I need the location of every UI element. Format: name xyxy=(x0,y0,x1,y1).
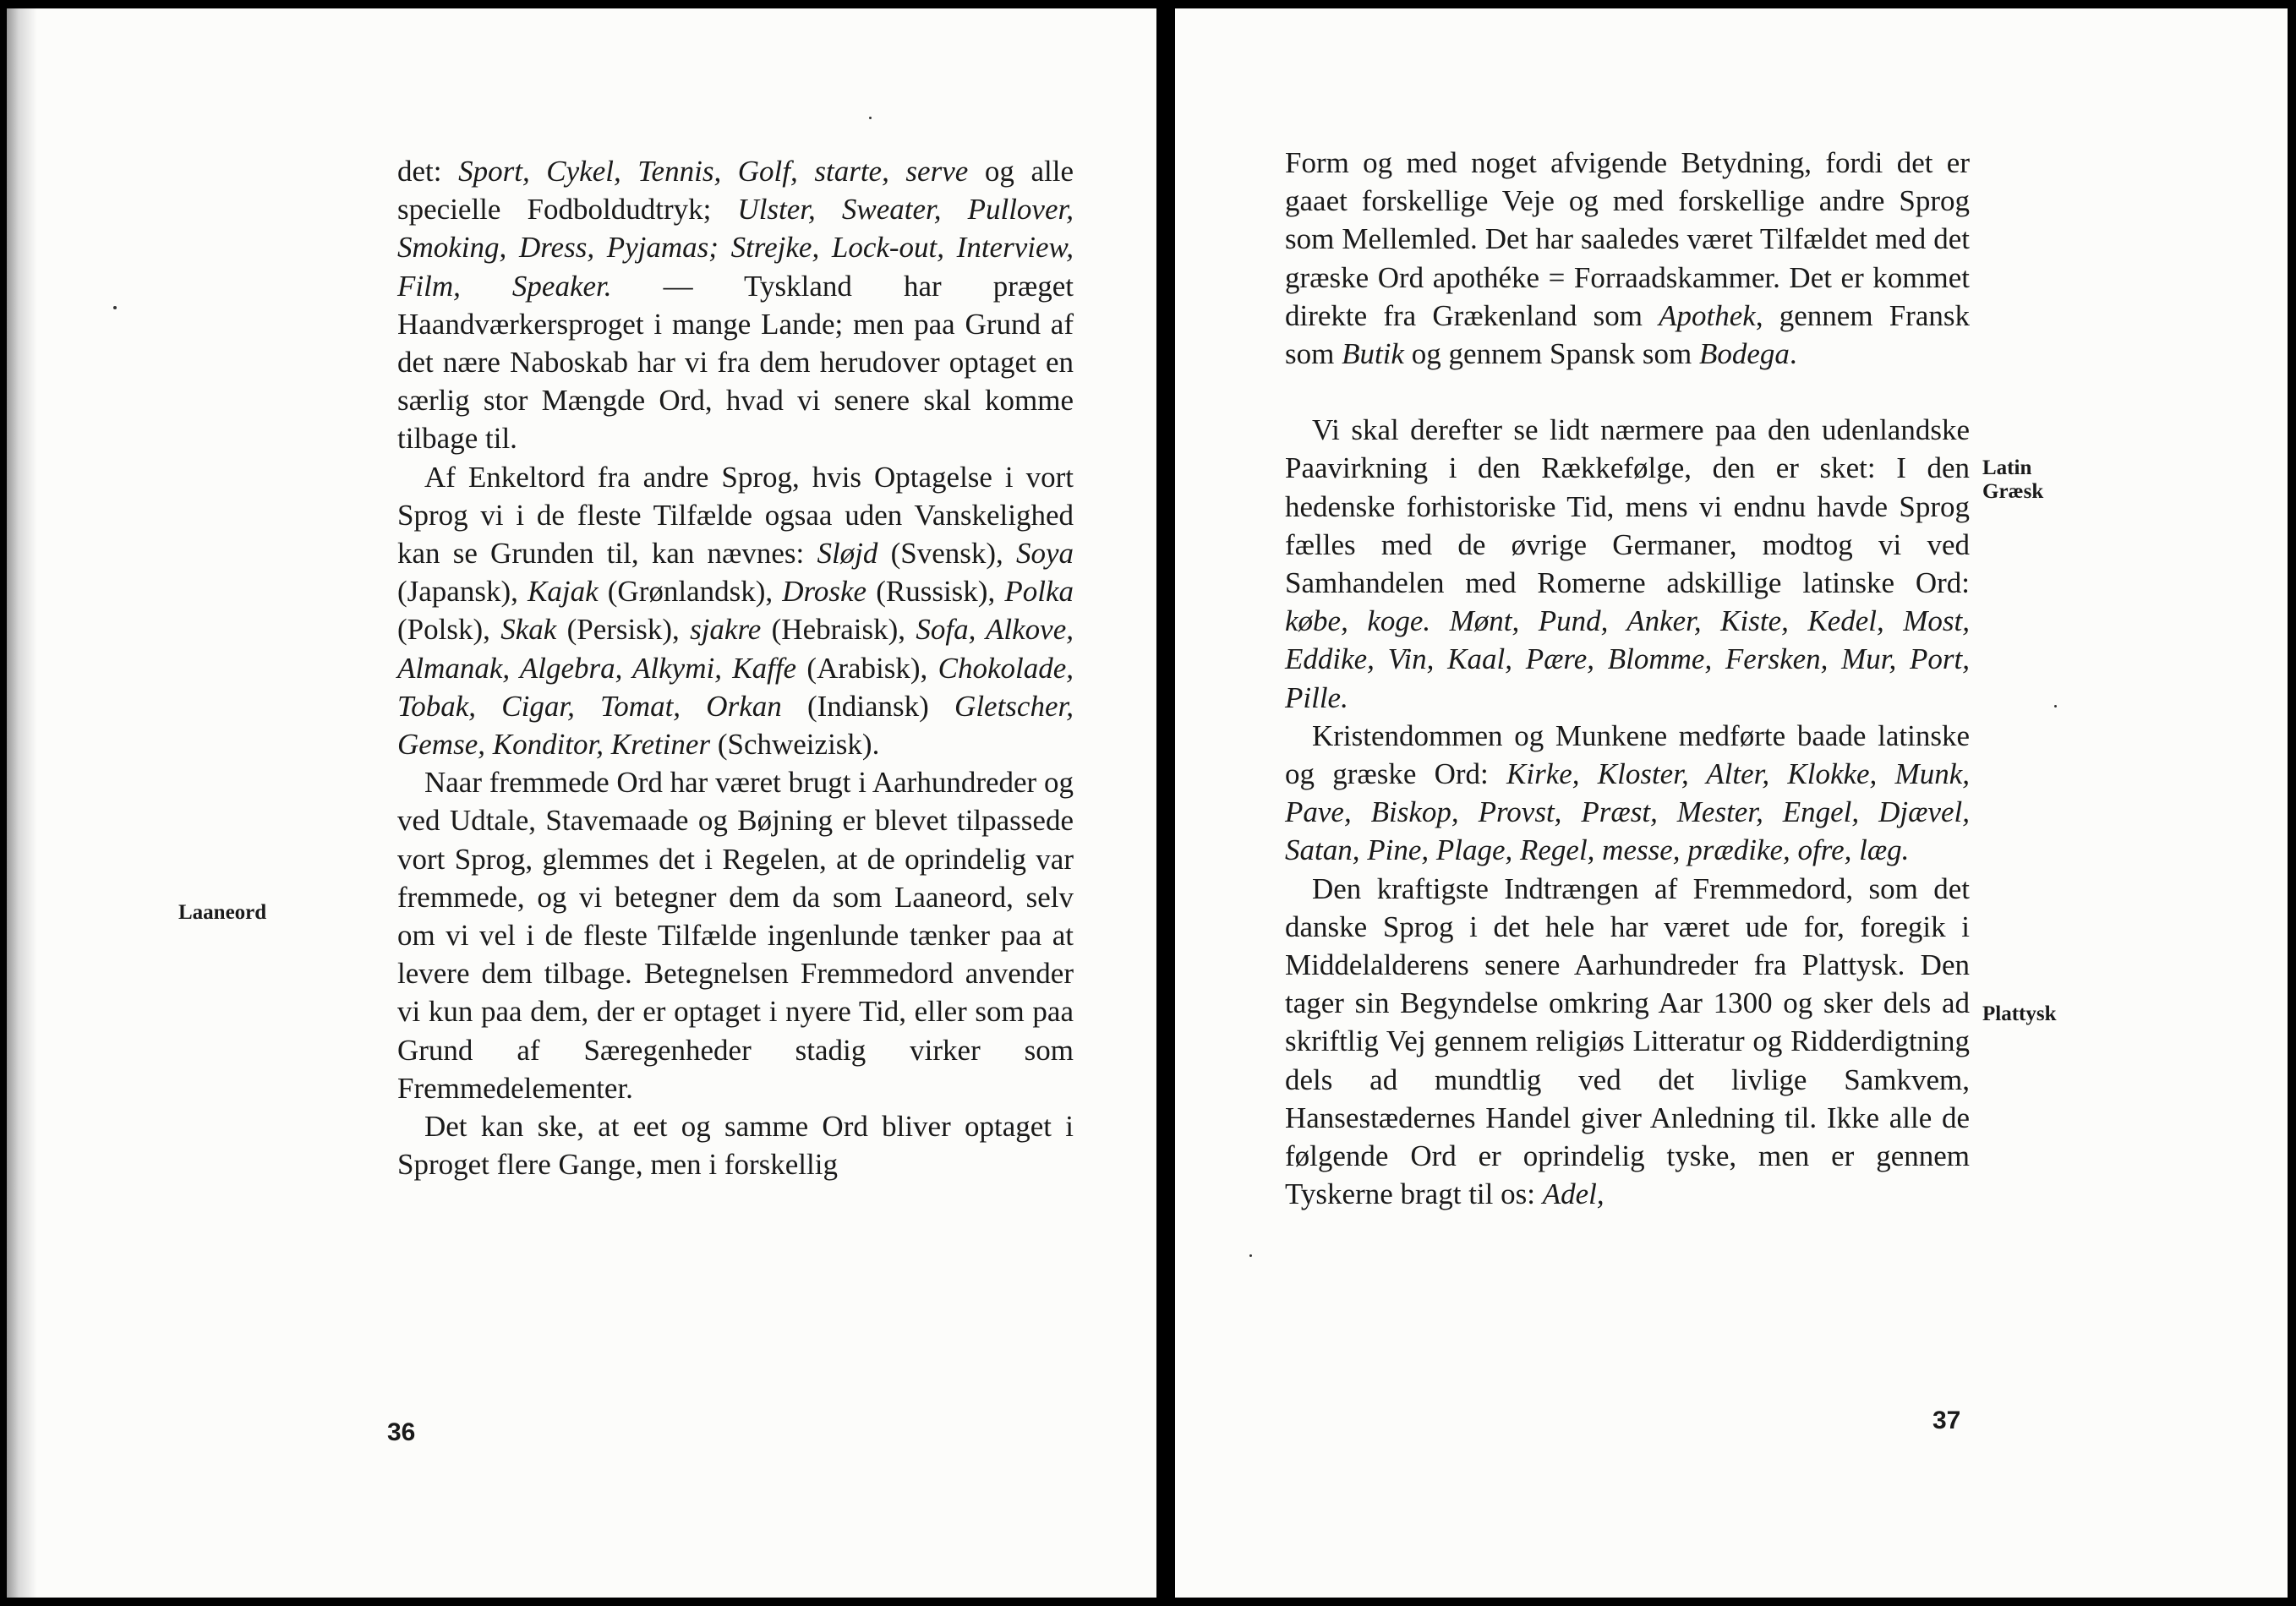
paragraph: Vi skal derefter se lidt nærmere paa den udenlandske Paavirkning i den Rækkefølge, den er sket: I den hedenske forhistoriske Tid, mens vi endnu havde Sprog fælles med de øvrige Germaner, modtog vi ved Samhandelen med Romerne adskillige latinske Ord: købe, koge. Mønt, Pund, Anker, Kiste, Kedel, Most, Eddike, Vin, Kaal, Pære, Blomme, Fersken, Mur, Port, Pille. xyxy=(1285,413,1970,714)
italic-term: Droske xyxy=(782,575,867,609)
dust-speck xyxy=(1249,1254,1252,1257)
paragraph: Af Enkeltord fra andre Sprog, hvis Optagelse i vort Sprog vi i de fleste Tilfælde ogsaa uden Vanskelighed kan se Grunden til, kan nævnes: Sløjd (Svensk), Soya (Japansk), Kajak (Grønlandsk), Droske (Russisk), Polka (Polsk), Skak (Persisk), sjakre (Hebraisk), Sofa, Alkove, Almanak, Algebra, Alkymi, Kaffe (Arabisk), Chokolade, Tobak, Cigar, Tomat, Orkan (Indiansk) Gletscher, Gemse, Konditor, Kretiner (Schweizisk). xyxy=(397,460,1074,762)
italic-term: Skak xyxy=(500,613,557,647)
paragraph: Naar fremmede Ord har været brugt i Aarhundreder og ved Udtale, Stavemaade og Bøjning er blevet tilpassede vort Sprog, glemmes det i Regelen, at de oprindelig var fremmede, og vi betegner dem da som Laaneord, selv om vi vel i de fleste Tilfælde ingenlunde tænker paa at levere dem tilbage. Betegnelsen Fremmedord anvender vi kun paa dem, der er optaget i nyere Tid, eller som paa Grund af Særegenheder stadig virker som Fremmedelementer. xyxy=(397,766,1074,1105)
italic-term: sjakre xyxy=(690,613,762,647)
paragraph: Kristendommen og Munkene medførte baade latinske og græske Ord: Kirke, Kloster, Alter, Klokke, Munk, Pave, Biskop, Provst, Præst, Mester, Engel, Djævel, Satan, Pine, Plage, Regel, messe, prædike, ofre, læg. xyxy=(1285,718,1970,867)
margin-note-plattysk: Plattysk xyxy=(1982,1002,2057,1025)
italic-term: Sløjd xyxy=(817,537,878,571)
spine-shadow xyxy=(7,8,37,1598)
margin-note-latin-graesk xyxy=(1982,456,2043,504)
italic-term: Kajak xyxy=(528,575,599,609)
left-page xyxy=(7,8,1156,1598)
paragraph: Den kraftigste Indtrængen af Fremmedord, som det danske Sprog i det hele har været ude for, foregik i Middelalderens senere Aarhundreder fra Plattysk. Den tager sin Begyndelse omkring Aar 1300 og sker dels ad skriftlig Vej gennem religiøs Litteratur og Ridderdigtning dels ad mundtlig ved det livlige Samkvem, Hansestædernes Handel giver Anledning til. Ikke alle de følgende Ord er oprindelig tyske, men er gennem Tyskerne bragt til os: Adel, xyxy=(1285,871,1970,1211)
italic-term: købe, koge. Mønt, Pund, Anker, Kiste, Kedel, Most, Eddike, Vin, Kaal, Pære, Blomme, Fersken, Mur, Port, Pille. xyxy=(1285,604,1970,714)
right-text-column xyxy=(1285,144,1970,1213)
dust-speck xyxy=(869,117,872,119)
italic-term: Adel, xyxy=(1542,1177,1604,1211)
paragraph: Det kan ske, at eet og samme Ord bliver optaget i Sproget flere Gange, men i forskellig xyxy=(397,1110,1074,1182)
italic-term: Apothek xyxy=(1659,298,1756,332)
right-page xyxy=(1175,8,2288,1598)
margin-note-graesk: Græsk xyxy=(1982,480,2044,503)
dust-speck xyxy=(2054,705,2057,707)
italic-term: Sofa, Alkove, Almanak, Algebra, Alkymi, Kaffe xyxy=(397,613,1074,685)
paragraph: Form og med noget afvigende Betydning, fordi det er gaaet forskellige Veje og med forskellige andre Sprog som Mellemled. Det har saaledes været Tilfældet med det græske Ord apothéke = Forraadskammer. Det er kommet direkte fra Grækenland som Apothek, gennem Fransk som Butik og gennem Spansk som Bodega. xyxy=(1285,146,1970,371)
paragraph: det: Sport, Cykel, Tennis, Golf, starte, serve og alle specielle Fodboldudtryk; Ulster, Sweater, Pullover, Smoking, Dress, Pyjamas; Strejke, Lock-out, Interview, Film, Speaker. — Tyskland har præget Haandværkersproget i mange Lande; men paa Grund af det nære Naboskab har vi fra dem herudover optaget en særlig stor Mængde Ord, hvad vi senere skal komme tilbage til. xyxy=(397,155,1074,456)
left-text-column xyxy=(397,152,1074,1183)
italic-term: Ulster, Sweater, Pullover, Smoking, Dress, Pyjamas; Strejke, Lock-out, Interview, Film, Speaker. xyxy=(397,193,1074,303)
margin-note-latin: Latin xyxy=(1982,456,2032,479)
margin-note-laaneord: Laaneord xyxy=(178,901,267,924)
italic-term: Sport, Cykel, Tennis, Golf, starte, serve xyxy=(458,155,969,188)
dust-speck xyxy=(113,306,117,309)
page-number: 37 xyxy=(1932,1407,1961,1434)
italic-term: Gletscher, Gemse, Konditor, Kretiner xyxy=(397,689,1074,762)
italic-term: Polka xyxy=(1004,575,1074,609)
italic-term: Butik xyxy=(1342,337,1404,371)
italic-term: Kirke, Kloster, Alter, Klokke, Munk, Pave, Biskop, Provst, Præst, Mester, Engel, Djævel, Satan, Pine, Plage, Regel, messe, prædike, ofre, læg. xyxy=(1285,757,1970,867)
italic-term: Bodega xyxy=(1699,337,1790,371)
italic-term: Soya xyxy=(1015,537,1074,571)
page-number: 36 xyxy=(387,1418,416,1446)
italic-term: Chokolade, Tobak, Cigar, Tomat, Orkan xyxy=(397,651,1074,723)
